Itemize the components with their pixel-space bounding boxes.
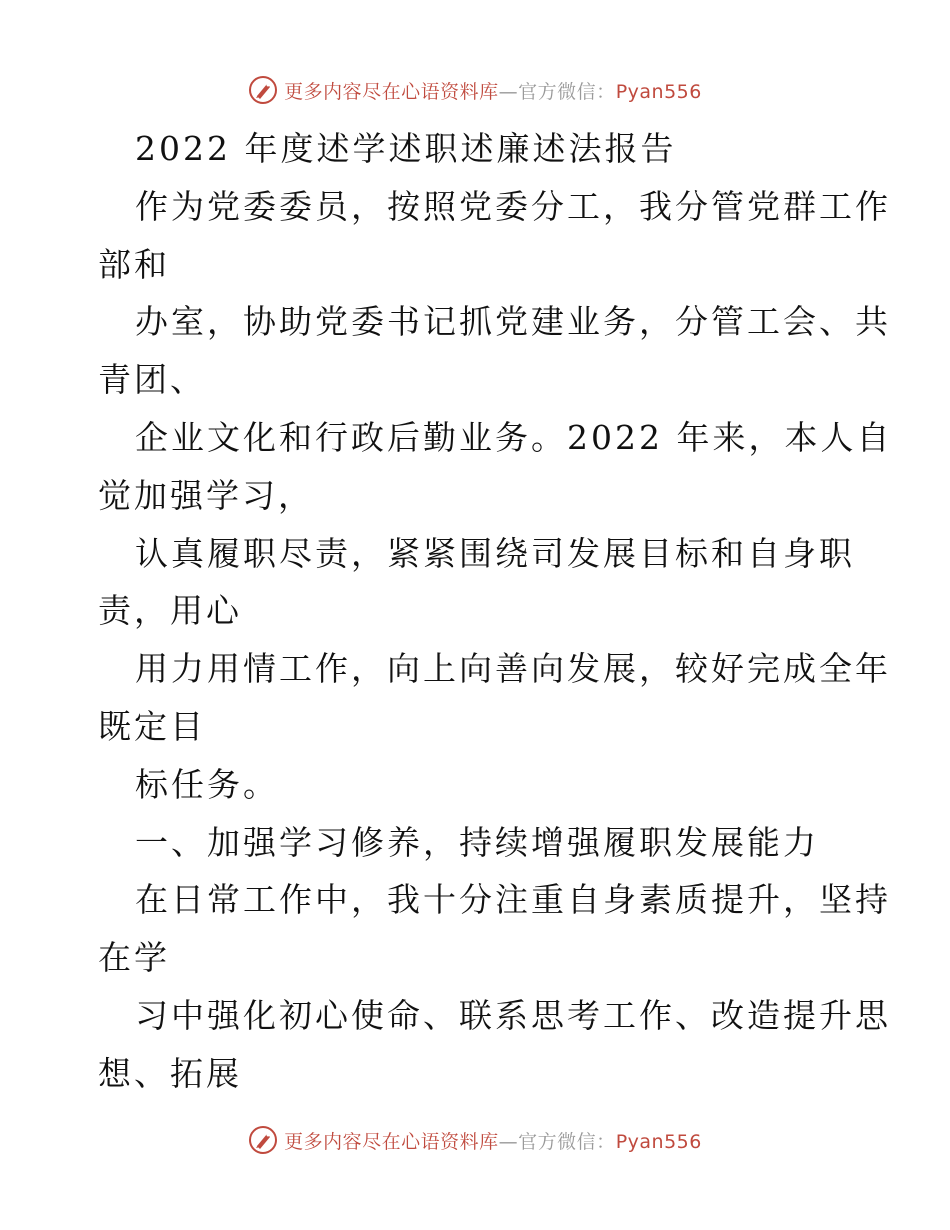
footer-watermark <box>0 1120 950 1160</box>
watermark-separator: — <box>498 80 519 103</box>
watermark-wechat-id: Pyan556 <box>615 1130 702 1153</box>
watermark-main-text: 更多内容尽在心语资料库 <box>284 80 499 103</box>
watermark-label: 官方微信： <box>518 1130 616 1153</box>
doc-line: 标任务。 <box>135 764 279 804</box>
doc-line: 习中强化初心使命、联系思考工作、改造提升思 <box>135 995 891 1035</box>
pen-nib-logo-icon <box>248 1125 278 1155</box>
doc-line: 既定目 <box>98 706 206 746</box>
watermark-wechat-id: Pyan556 <box>615 80 702 103</box>
doc-line: 责，用心 <box>98 591 242 631</box>
doc-line: 认真履职尽责，紧紧围绕司发展目标和自身职 <box>135 533 855 573</box>
watermark-text <box>284 1127 702 1154</box>
watermark-text <box>284 77 702 104</box>
doc-line: 企业文化和行政后勤业务。2022 年来，本人自 <box>135 417 893 457</box>
doc-title: 2022 年度述学述职述廉述法报告 <box>135 129 677 168</box>
section-heading: 一、加强学习修养，持续增强履职发展能力 <box>135 822 819 862</box>
document-body <box>98 120 893 1103</box>
watermark-label: 官方微信： <box>518 80 616 103</box>
pen-nib-logo-icon <box>248 75 278 105</box>
doc-line: 觉加强学习， <box>98 475 314 515</box>
header-watermark <box>0 70 950 110</box>
doc-line: 在学 <box>98 938 170 978</box>
watermark-main-text: 更多内容尽在心语资料库 <box>284 1130 499 1153</box>
doc-line: 青团、 <box>98 360 206 400</box>
doc-line: 作为党委委员，按照党委分工，我分管党群工作 <box>135 186 891 226</box>
doc-line: 部和 <box>98 244 170 284</box>
doc-line: 在日常工作中，我十分注重自身素质提升，坚持 <box>135 880 891 920</box>
doc-line: 用力用情工作，向上向善向发展，较好完成全年 <box>135 649 891 689</box>
watermark-separator: — <box>498 1130 519 1153</box>
doc-line: 办室，协助党委书记抓党建业务，分管工会、共 <box>135 302 891 342</box>
doc-line: 想、拓展 <box>98 1053 242 1093</box>
